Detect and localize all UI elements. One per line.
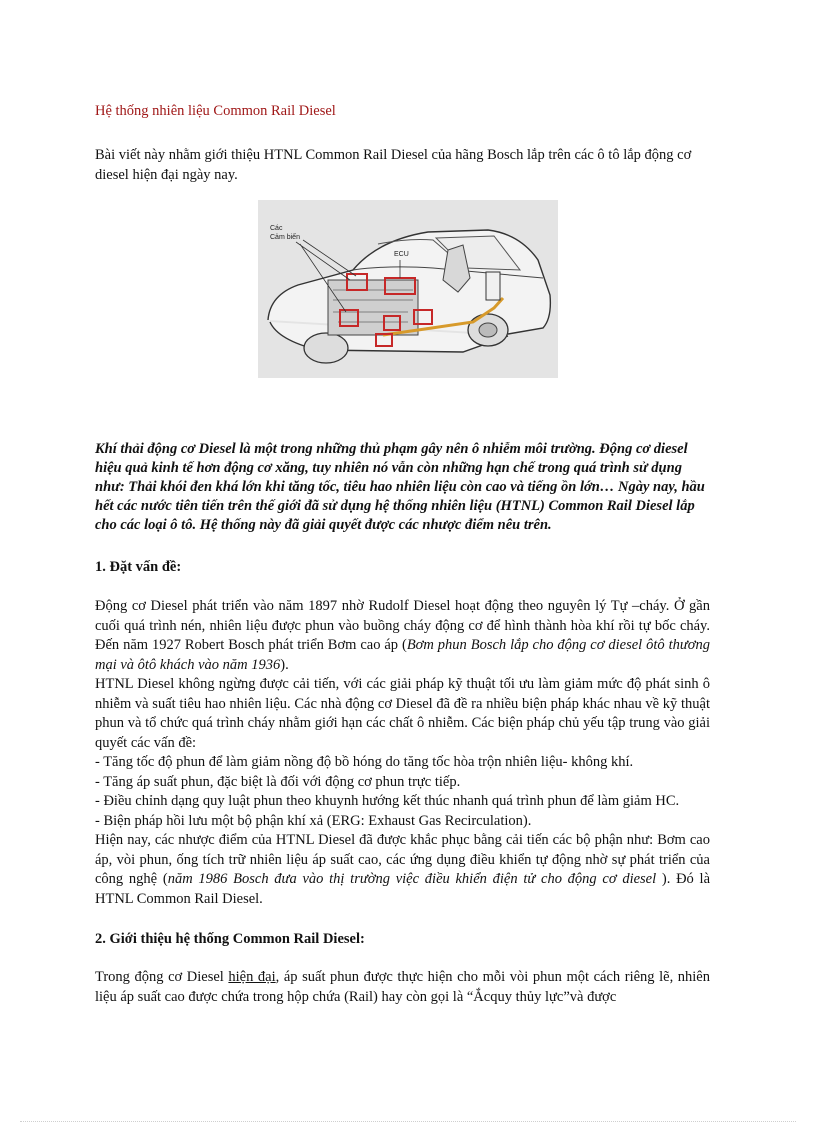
hien-dai-link[interactable]: hiện đại bbox=[228, 969, 276, 985]
document-title: Hệ thống nhiên liệu Common Rail Diesel bbox=[95, 103, 336, 119]
bullet-item: - Điều chỉnh dạng quy luật phun theo khuynh hướng kết thúc nhanh quá trình phun để làm giảm HC. bbox=[95, 793, 680, 809]
italic-run: Bơm phun Bosch lắp cho động cơ diesel ôtô thương mại và ôtô khách vào năm 1936 bbox=[95, 637, 710, 673]
section1-heading: 1. Đặt vấn đề: bbox=[95, 559, 182, 575]
common-rail-car-diagram bbox=[258, 200, 558, 378]
bullet-item: - Biện pháp hồi lưu một bộ phận khí xả (ERG: Exhaust Gas Recirculation). bbox=[95, 812, 532, 829]
sensor-label-line1: Các bbox=[270, 225, 283, 232]
text-run: ). bbox=[280, 656, 289, 673]
intro-paragraph: Bài viết này nhằm giới thiệu HTNL Common Rail Diesel của hãng Bosch lắp trên các ô tô lắp động cơ diesel hiện đại ngày nay. bbox=[95, 147, 692, 183]
section2-body bbox=[95, 967, 710, 1007]
text-run: Trong động cơ Diesel bbox=[95, 969, 229, 985]
text-run: ). Đó là HTNL Common Rail Diesel. bbox=[95, 871, 711, 907]
bullet-item: - Tăng áp suất phun, đặc biệt là đối với động cơ phun trực tiếp. bbox=[95, 773, 461, 790]
text-run: Hiện nay, các nhược điểm của HTNL Diesel đã được khắc phục bằng cải tiến các bộ phận như: Bơm cao áp, vòi phun, ống tích trữ nhiên liệu áp suất cao, các ứng dụng điều khiển tự động nhờ sự phát triển của công nghệ ( bbox=[95, 832, 710, 887]
bullet-item: - Tăng tốc độ phun để làm giảm nồng độ bồ hóng do tăng tốc hòa trộn nhiên liệu- không khí. bbox=[95, 754, 634, 770]
section1-paragraph2: HTNL Diesel không ngừng được cải tiến, với các giải pháp kỹ thuật tối ưu làm giảm mức độ phát sinh ô nhiễm và suất tiêu hao nhiên liệu. Các nhà động cơ Diesel đã đề ra nhiều biện pháp khác nhau về kỹ thuật phun và tổ chức quá trình cháy nhằm giới hạn các chất ô nhiễm. Các biện pháp chủ yếu tập trung vào giải quyết các vấn đề: bbox=[95, 676, 710, 751]
lead-paragraph: Khí thải động cơ Diesel là một trong những thủ phạm gây nên ô nhiễm môi trường. Động cơ diesel hiệu quả kinh tế hơn động cơ xăng, tuy nhiên nó vẫn còn những hạn chế trong quá trình sử dụng như: Thải khói đen khá lớn khi tăng tốc, tiêu hao nhiên liệu còn cao và tiếng ồn lớn… Ngày nay, hầu hết các nước tiên tiến trên thế giới đã sử dụng hệ thống nhiên liệu (HTNL) Common Rail Diesel lắp cho các loại ô tô. Hệ thống này đã giải quyết được các nhược điểm nêu trên. bbox=[95, 441, 705, 533]
section1-body bbox=[95, 597, 710, 909]
text-run: Động cơ Diesel phát triển vào năm 1897 nhờ Rudolf Diesel hoạt động theo nguyên lý Tự –cháy. Ở gần cuối quá trình nén, nhiên liệu được phun vào buồng cháy động cơ để hình thành hòa khí rồi tự bốc cháy. Đến năm 1927 Robert Bosch phát triển Bơm cao áp ( bbox=[95, 598, 710, 653]
section1-paragraph1 bbox=[95, 597, 710, 675]
italic-run: năm 1986 Bosch đưa vào thị trường việc điều khiển điện tử cho động cơ diesel bbox=[167, 871, 662, 887]
ecu-label: ECU bbox=[394, 251, 409, 258]
section1-paragraph3 bbox=[95, 831, 710, 909]
text-run: , áp suất phun được thực hiện cho mỗi vòi phun một cách riêng lẽ, nhiên liệu áp suất cao được chứa trong hộp chứa (Rail) hay còn gọi là “Ắcquy thủy lực”và được bbox=[95, 969, 710, 1005]
section2-heading: 2. Giới thiệu hệ thống Common Rail Diesel: bbox=[95, 931, 365, 947]
sensor-label-line2: Cảm biến bbox=[270, 234, 300, 241]
page-bottom-rule bbox=[20, 1121, 796, 1122]
